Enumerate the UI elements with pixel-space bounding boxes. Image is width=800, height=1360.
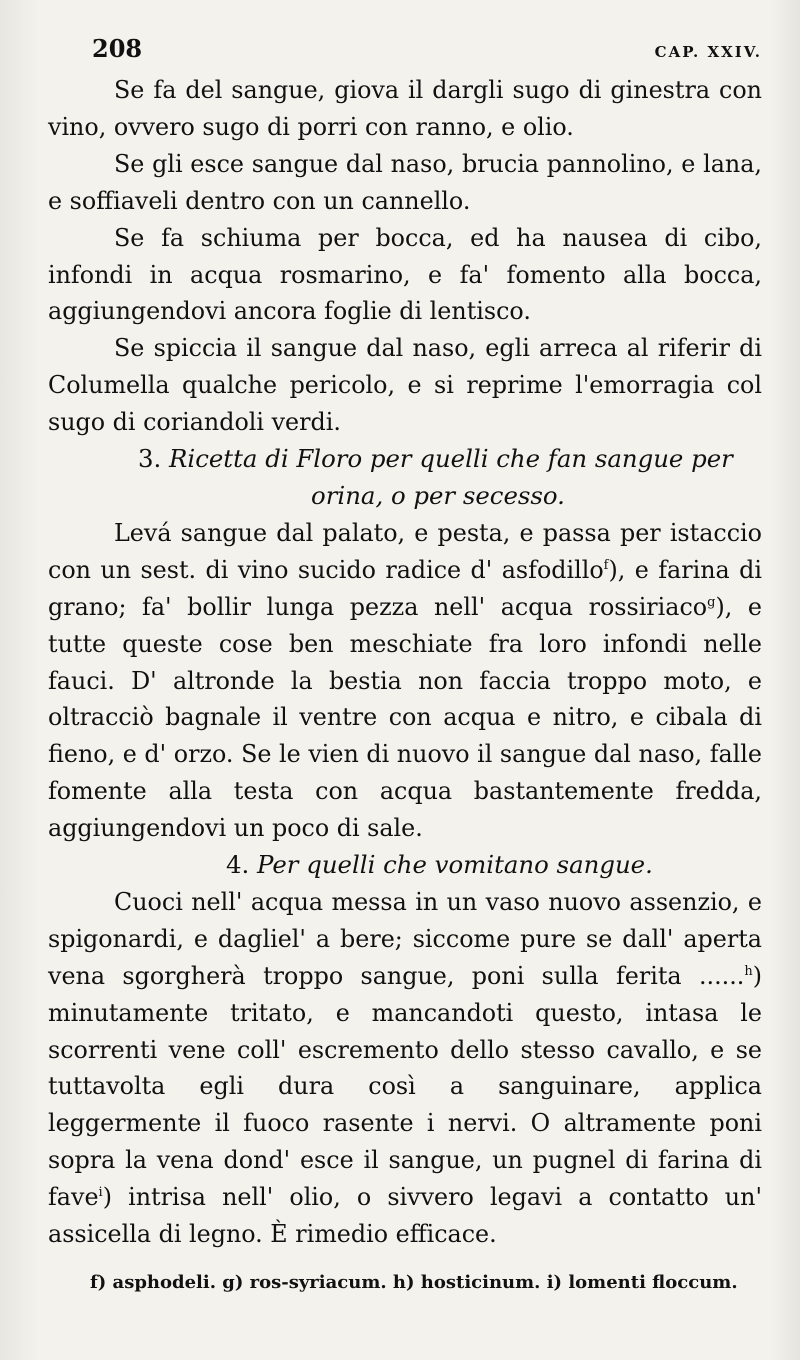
page-number: 208 <box>92 34 143 63</box>
section-number: 3. <box>138 444 162 474</box>
section-3-heading-line2: orina, o per secesso. <box>311 480 565 510</box>
paragraph: Levá sangue dal palato, e pesta, e passa per istaccio con un sest. di vino sucido radice d' asfodillo$^f$), e farina di grano; fa' bollir lunga pezza nell' acqua rossiriaco$^g$), e tutte queste cose ben meschiate fra loro infondi nelle fauci. D' altronde la bestia non faccia troppo moto, e oltracciò bagnale il ventre con acqua e nitro, e cibala di fieno, e d' orzo. Se le vien di nuovo il sangue dal naso, falle fomente alla testa con acqua bastantemente fredda, aggiungendovi un poco di sale. <box>48 518 762 843</box>
section-3-heading <box>48 441 762 478</box>
running-head: CAP. XXIV. <box>654 43 762 61</box>
section-number: 4. <box>226 850 250 880</box>
paragraph: Se gli esce sangue dal naso, brucia pannolino, e lana, e soffiaveli dentro con un cannello. <box>48 149 762 215</box>
section-title: Per quelli che vomitano sangue. <box>257 850 653 880</box>
paragraph: Cuoci nell' acqua messa in un vaso nuovo assenzio, e spigonardi, e dagliel' a bere; siccome pure se dall' aperta vena sgorgherà troppo sangue, poni sulla ferita ......$^h$) minutamente tritato, e mancandoti questo, intasa le scorrenti vene coll' escremento dello stesso cavallo, e se tuttavolta egli dura così a sanguinare, applica leggermente il fuoco rasente i nervi. O altramente poni sopra la vena dond' esce il sangue, un pugnel di farina di fave$^i$) intrisa nell' olio, o sivvero legavi a contatto un' assicella di legno. È rimedio efficace. <box>48 887 762 1249</box>
footnotes <box>48 1268 762 1298</box>
paragraph: Se fa del sangue, giova il dargli sugo di ginestra con vino, ovvero sugo di porri con ranno, e olio. <box>48 76 762 141</box>
body-text <box>48 72 762 1253</box>
footnote-text: f) asphodeli. g) ros-syriacum. h) hosticinum. i) lomenti floccum. <box>90 1272 738 1293</box>
footnote-ref: g <box>707 594 716 610</box>
paragraph: Se spiccia il sangue dal naso, egli arreca al riferir di Columella qualche pericolo, e si reprime l'emorragia col sugo di coriandoli verdi. <box>48 334 762 437</box>
section-4-heading <box>48 847 762 884</box>
page-header <box>48 34 762 72</box>
footnote-ref: h <box>744 963 753 979</box>
footnote-ref: i <box>98 1185 103 1201</box>
section-title: Ricetta di Floro per quelli che fan sangue per <box>169 444 733 474</box>
footnote-ref: f <box>603 557 609 573</box>
paragraph: Se fa schiuma per bocca, ed ha nausea di cibo, infondi in acqua rosmarino, e fa' fomento alla bocca, aggiungendovi ancora foglie di lentisco. <box>48 223 762 326</box>
